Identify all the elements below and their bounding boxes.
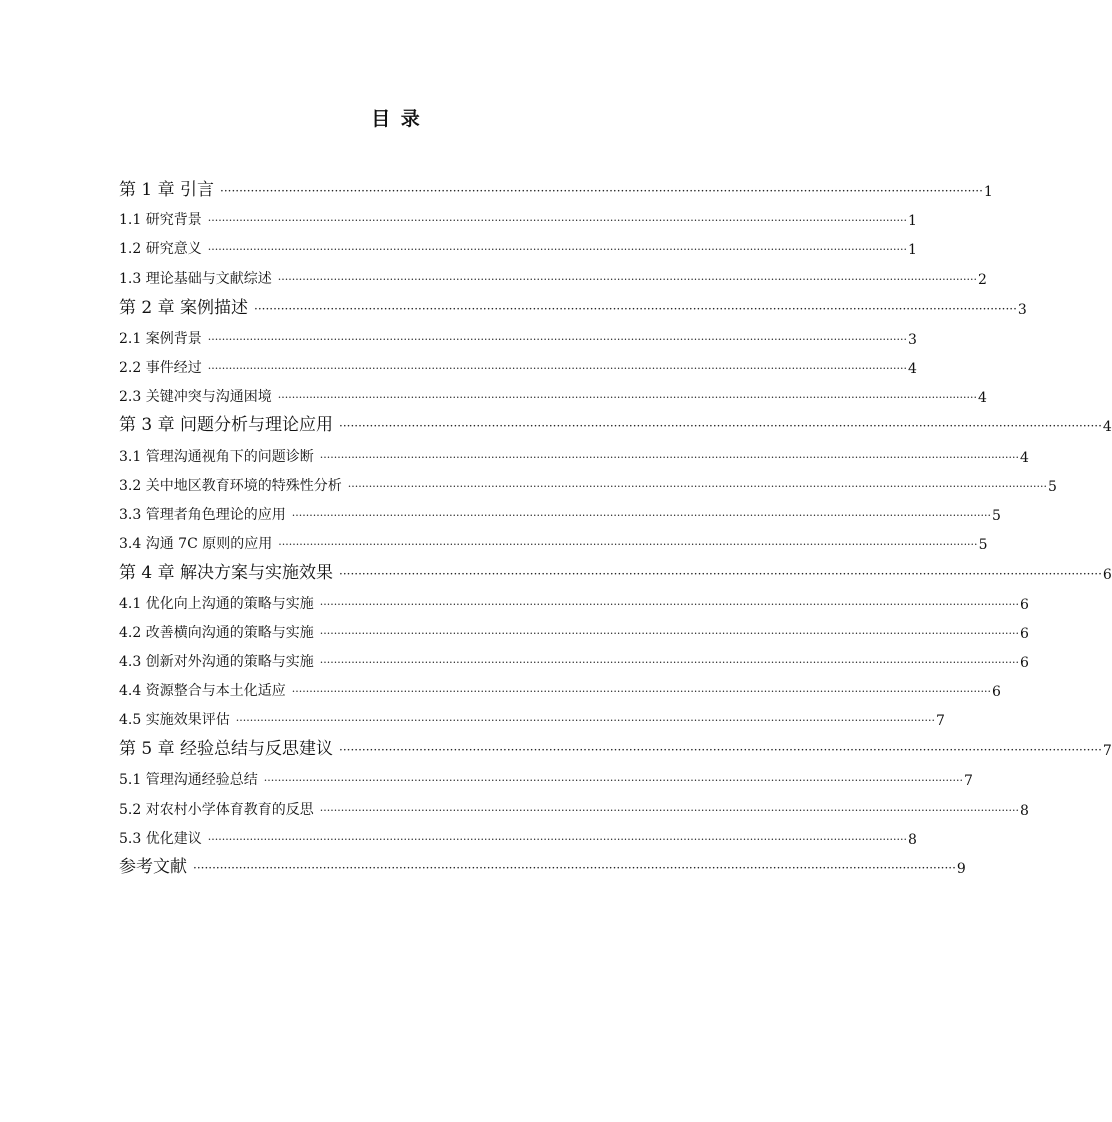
toc-entry-page: 6	[1020, 626, 1029, 642]
toc-title: 目 录	[371, 108, 422, 130]
toc-entry-label: 4.1 优化向上沟通的策略与实施	[119, 596, 314, 612]
dot-leader: ········································································································································································································	[207, 333, 908, 346]
toc-entry-2-1[interactable]	[119, 324, 917, 348]
toc-entry-label: 1.3 理论基础与文献综述	[119, 271, 272, 287]
dot-leader: ········································································································································································································	[319, 598, 1020, 611]
toc-entry-label: 2.2 事件经过	[119, 360, 202, 376]
dot-leader: ········································································································································································································	[254, 302, 1017, 316]
toc-entry-page: 7	[1102, 743, 1112, 759]
toc-entry-label: 第 5 章 经验总结与反思建议	[119, 739, 334, 759]
toc-entry-5-3[interactable]	[119, 824, 917, 848]
toc-entry-page: 5	[978, 537, 988, 553]
toc-entry-label: 1.1 研究背景	[119, 212, 202, 228]
toc-entry-2-2[interactable]	[119, 353, 917, 377]
toc-entry-page: 4	[1020, 450, 1029, 466]
toc-entry-chapter-5[interactable]	[119, 735, 1112, 759]
toc-entry-chapter-2[interactable]	[119, 294, 1027, 318]
toc-entry-2-3[interactable]	[119, 382, 987, 406]
toc-entry-page: 4	[978, 390, 987, 406]
toc-entry-label: 4.2 改善横向沟通的策略与实施	[119, 625, 314, 641]
toc-entry-page: 6	[1020, 597, 1029, 613]
toc-entry-page: 8	[1020, 803, 1029, 819]
dot-leader: ········································································································································································································	[319, 656, 1020, 669]
dot-leader: ········································································································································································································	[339, 419, 1102, 433]
dot-leader: ········································································································································································································	[207, 833, 908, 846]
toc-entry-3-4[interactable]	[119, 529, 988, 553]
toc-entry-page: 6	[992, 684, 1001, 700]
toc-entry-page: 6	[1020, 655, 1029, 671]
toc-entry-page: 7	[936, 713, 945, 729]
toc-entry-4-5[interactable]	[119, 705, 945, 729]
toc-entry-page: 7	[964, 773, 973, 789]
dot-leader: ········································································································································································································	[220, 184, 983, 198]
toc-entry-label: 3.1 管理沟通视角下的问题诊断	[119, 449, 314, 465]
dot-leader: ········································································································································································································	[319, 451, 1020, 464]
toc-entry-4-4[interactable]	[119, 676, 1001, 700]
toc-entry-3-1[interactable]	[119, 442, 1029, 466]
toc-entry-references[interactable]	[119, 853, 966, 877]
toc-entry-3-2[interactable]	[119, 471, 1057, 495]
toc-entry-page: 2	[978, 272, 987, 288]
dot-leader: ········································································································································································································	[207, 214, 908, 227]
toc-entry-chapter-3[interactable]	[119, 411, 1112, 435]
toc-entry-label: 5.2 对农村小学体育教育的反思	[119, 802, 314, 818]
dot-leader: ········································································································································································································	[319, 804, 1020, 817]
dot-leader: ········································································································································································································	[263, 774, 964, 787]
dot-leader: ········································································································································································································	[278, 538, 978, 551]
dot-leader: ········································································································································································································	[339, 567, 1102, 581]
dot-leader: ········································································································································································································	[291, 509, 992, 522]
toc-entry-page: 5	[1048, 479, 1057, 495]
toc-entry-page: 4	[908, 361, 917, 377]
toc-entry-page: 5	[992, 508, 1001, 524]
toc-entry-chapter-1[interactable]	[119, 176, 993, 200]
toc-entry-label: 4.3 创新对外沟通的策略与实施	[119, 654, 314, 670]
dot-leader: ········································································································································································································	[207, 243, 908, 256]
dot-leader: ········································································································································································································	[193, 861, 956, 875]
dot-leader: ········································································································································································································	[319, 627, 1020, 640]
toc-entry-label: 第 1 章 引言	[119, 180, 215, 200]
toc-entry-page: 8	[908, 832, 917, 848]
toc-entry-page: 1	[983, 184, 993, 200]
dot-leader: ········································································································································································································	[277, 273, 978, 286]
dot-leader: ········································································································································································································	[277, 391, 978, 404]
toc-entry-label: 第 3 章 问题分析与理论应用	[119, 415, 334, 435]
toc-entry-3-3[interactable]	[119, 500, 1001, 524]
toc-entry-5-1[interactable]	[119, 765, 973, 789]
toc-entry-page: 3	[908, 332, 917, 348]
toc-entry-4-1[interactable]	[119, 589, 1029, 613]
toc-entry-label: 4.5 实施效果评估	[119, 712, 230, 728]
toc-entry-label: 3.4 沟通 7C 原则的应用	[119, 536, 273, 552]
toc-entry-label: 3.2 关中地区教育环境的特殊性分析	[119, 478, 342, 494]
toc-entry-label: 第 2 章 案例描述	[119, 298, 249, 318]
toc-entry-page: 3	[1017, 302, 1027, 318]
dot-leader: ········································································································································································································	[207, 362, 908, 375]
toc-entry-label: 参考文献	[119, 857, 187, 877]
toc-entry-label: 2.1 案例背景	[119, 331, 202, 347]
toc-entry-1-1[interactable]	[119, 205, 917, 229]
dot-leader: ········································································································································································································	[347, 480, 1048, 493]
toc-entry-label: 4.4 资源整合与本土化适应	[119, 683, 286, 699]
toc-entry-page: 1	[908, 242, 917, 258]
toc-entry-label: 5.1 管理沟通经验总结	[119, 772, 258, 788]
toc-entry-label: 5.3 优化建议	[119, 831, 202, 847]
toc-entry-1-2[interactable]	[119, 234, 917, 258]
toc-entry-4-2[interactable]	[119, 618, 1029, 642]
toc-entry-label: 3.3 管理者角色理论的应用	[119, 507, 286, 523]
toc-entry-page: 4	[1102, 419, 1112, 435]
toc-entry-4-3[interactable]	[119, 647, 1029, 671]
dot-leader: ········································································································································································································	[291, 685, 992, 698]
toc-entry-page: 6	[1102, 567, 1112, 583]
toc-entry-label: 1.2 研究意义	[119, 241, 202, 257]
toc-entry-label: 第 4 章 解决方案与实施效果	[119, 563, 334, 583]
toc-entry-page: 9	[956, 861, 966, 877]
toc-entry-page: 1	[908, 213, 917, 229]
dot-leader: ········································································································································································································	[235, 714, 936, 727]
toc-entry-label: 2.3 关键冲突与沟通困境	[119, 389, 272, 405]
dot-leader: ········································································································································································································	[339, 743, 1102, 757]
toc-entry-chapter-4[interactable]	[119, 559, 1112, 583]
toc-entry-5-2[interactable]	[119, 795, 1029, 819]
toc-entry-1-3[interactable]	[119, 264, 987, 288]
